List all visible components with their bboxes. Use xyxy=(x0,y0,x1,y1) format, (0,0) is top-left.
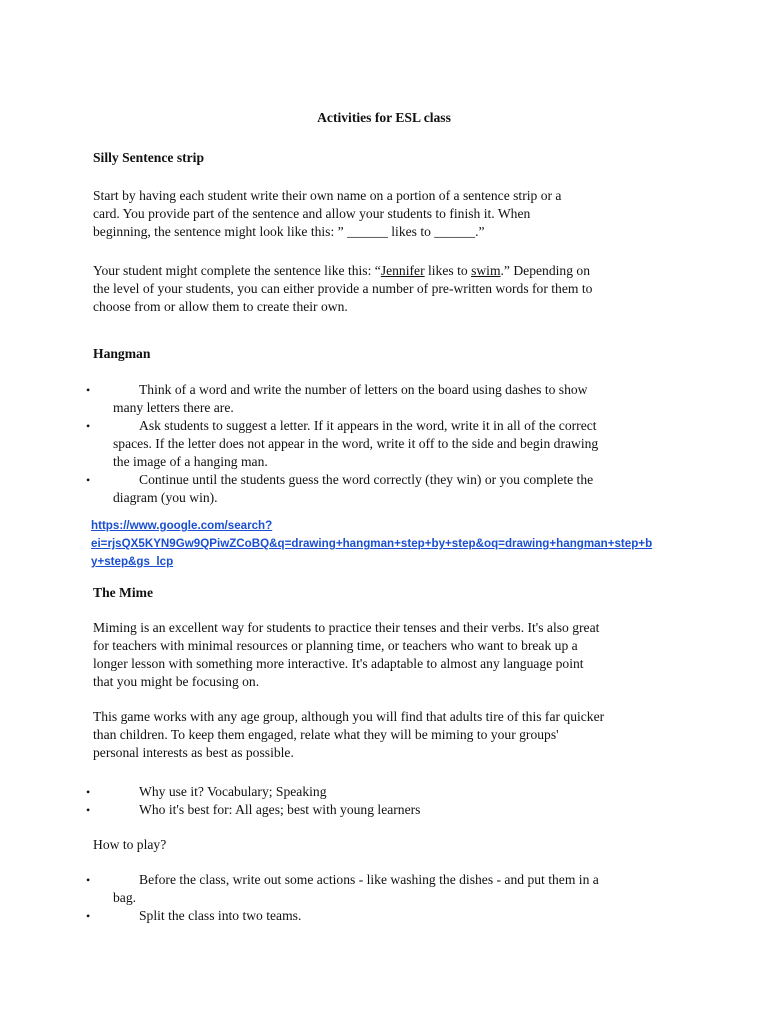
text-line: Before the class, write out some actions - like washing the dishes - and put them in a xyxy=(139,872,599,887)
list-item xyxy=(86,381,673,417)
text-line: diagram (you win). xyxy=(113,490,218,505)
text-line: longer lesson with something more interactive. It's adaptable to almost any language point xyxy=(93,656,584,671)
bullet-icon: • xyxy=(86,785,91,799)
list-item xyxy=(86,871,673,907)
heading-silly-sentence: Silly Sentence strip xyxy=(93,150,205,165)
text-segment: .” Depending on xyxy=(500,263,590,278)
text-line: Split the class into two teams. xyxy=(139,908,302,923)
silly-paragraph-1 xyxy=(93,187,673,241)
heading-the-mime: The Mime xyxy=(93,585,154,600)
text-line: Miming is an excellent way for students to practice their tenses and their verbs. It's also great xyxy=(93,620,600,635)
text-line: card. You provide part of the sentence and allow your students to finish it. When xyxy=(93,206,531,221)
bullet-icon: • xyxy=(86,873,91,887)
text-line: choose from or allow them to create their own. xyxy=(93,299,348,314)
text-line: Think of a word and write the number of letters on the board using dashes to show xyxy=(139,382,588,397)
text-line: Ask students to suggest a letter. If it appears in the word, write it in all of the correct xyxy=(139,418,597,433)
text-line: spaces. If the letter does not appear in the word, write it off to the side and begin drawing xyxy=(113,436,599,451)
link-line[interactable]: ei=rjsQX5KYN9Gw9QPiwZCoBQ&q=drawing+hangman+step+by+step&oq=drawing+hangman+step+b xyxy=(91,537,653,550)
list-item xyxy=(86,783,673,801)
text-line: many letters there are. xyxy=(113,400,234,415)
example-name: Jennifer xyxy=(380,263,425,278)
text-line: the image of a hanging man. xyxy=(113,454,268,469)
text-line: bag. xyxy=(113,890,137,905)
bullet-icon: • xyxy=(86,909,91,923)
link-line[interactable]: y+step&gs_lcp xyxy=(91,555,174,568)
text-line: Continue until the students guess the word correctly (they win) or you complete the xyxy=(139,472,594,487)
link-line[interactable]: https://www.google.com/search? xyxy=(91,519,273,532)
text-line: beginning, the sentence might look like this: ” ______ likes to ______.” xyxy=(93,224,485,239)
hangman-list xyxy=(86,381,673,507)
example-verb: swim xyxy=(471,263,501,278)
how-to-play-label: How to play? xyxy=(93,837,167,852)
text-line: Start by having each student write their own name on a portion of a sentence strip or a xyxy=(93,188,562,203)
mime-steps-list xyxy=(86,871,673,925)
hangman-reference-link[interactable] xyxy=(91,517,691,571)
list-item xyxy=(86,907,673,925)
heading-hangman: Hangman xyxy=(93,346,151,361)
list-item xyxy=(86,801,673,819)
text-line: that you might be focusing on. xyxy=(93,674,260,689)
bullet-icon: • xyxy=(86,473,91,487)
mime-paragraph-1 xyxy=(93,619,673,691)
text-segment: likes to xyxy=(424,263,472,278)
text-line: the level of your students, you can either provide a number of pre-written words for them to xyxy=(93,281,593,296)
text-line: for teachers with minimal resources or planning time, or teachers who want to break up a xyxy=(93,638,578,653)
text-line: This game works with any age group, although you will find that adults tire of this far quicker xyxy=(93,709,605,724)
mime-facts-list xyxy=(86,783,673,819)
mime-paragraph-2 xyxy=(93,708,673,762)
bullet-icon: • xyxy=(86,419,91,433)
list-item xyxy=(86,417,673,471)
bullet-icon: • xyxy=(86,383,91,397)
text-line: Why use it? Vocabulary; Speaking xyxy=(139,784,327,799)
text-line: than children. To keep them engaged, relate what they will be miming to your groups' xyxy=(93,727,559,742)
text-line: personal interests as best as possible. xyxy=(93,745,294,760)
bullet-icon: • xyxy=(86,803,91,817)
page-title: Activities for ESL class xyxy=(317,110,451,125)
list-item xyxy=(86,471,673,507)
text-segment: Your student might complete the sentence like this: “ xyxy=(93,263,381,278)
silly-paragraph-2 xyxy=(93,262,673,316)
text-line: Who it's best for: All ages; best with young learners xyxy=(139,802,421,817)
text-line xyxy=(93,262,673,280)
